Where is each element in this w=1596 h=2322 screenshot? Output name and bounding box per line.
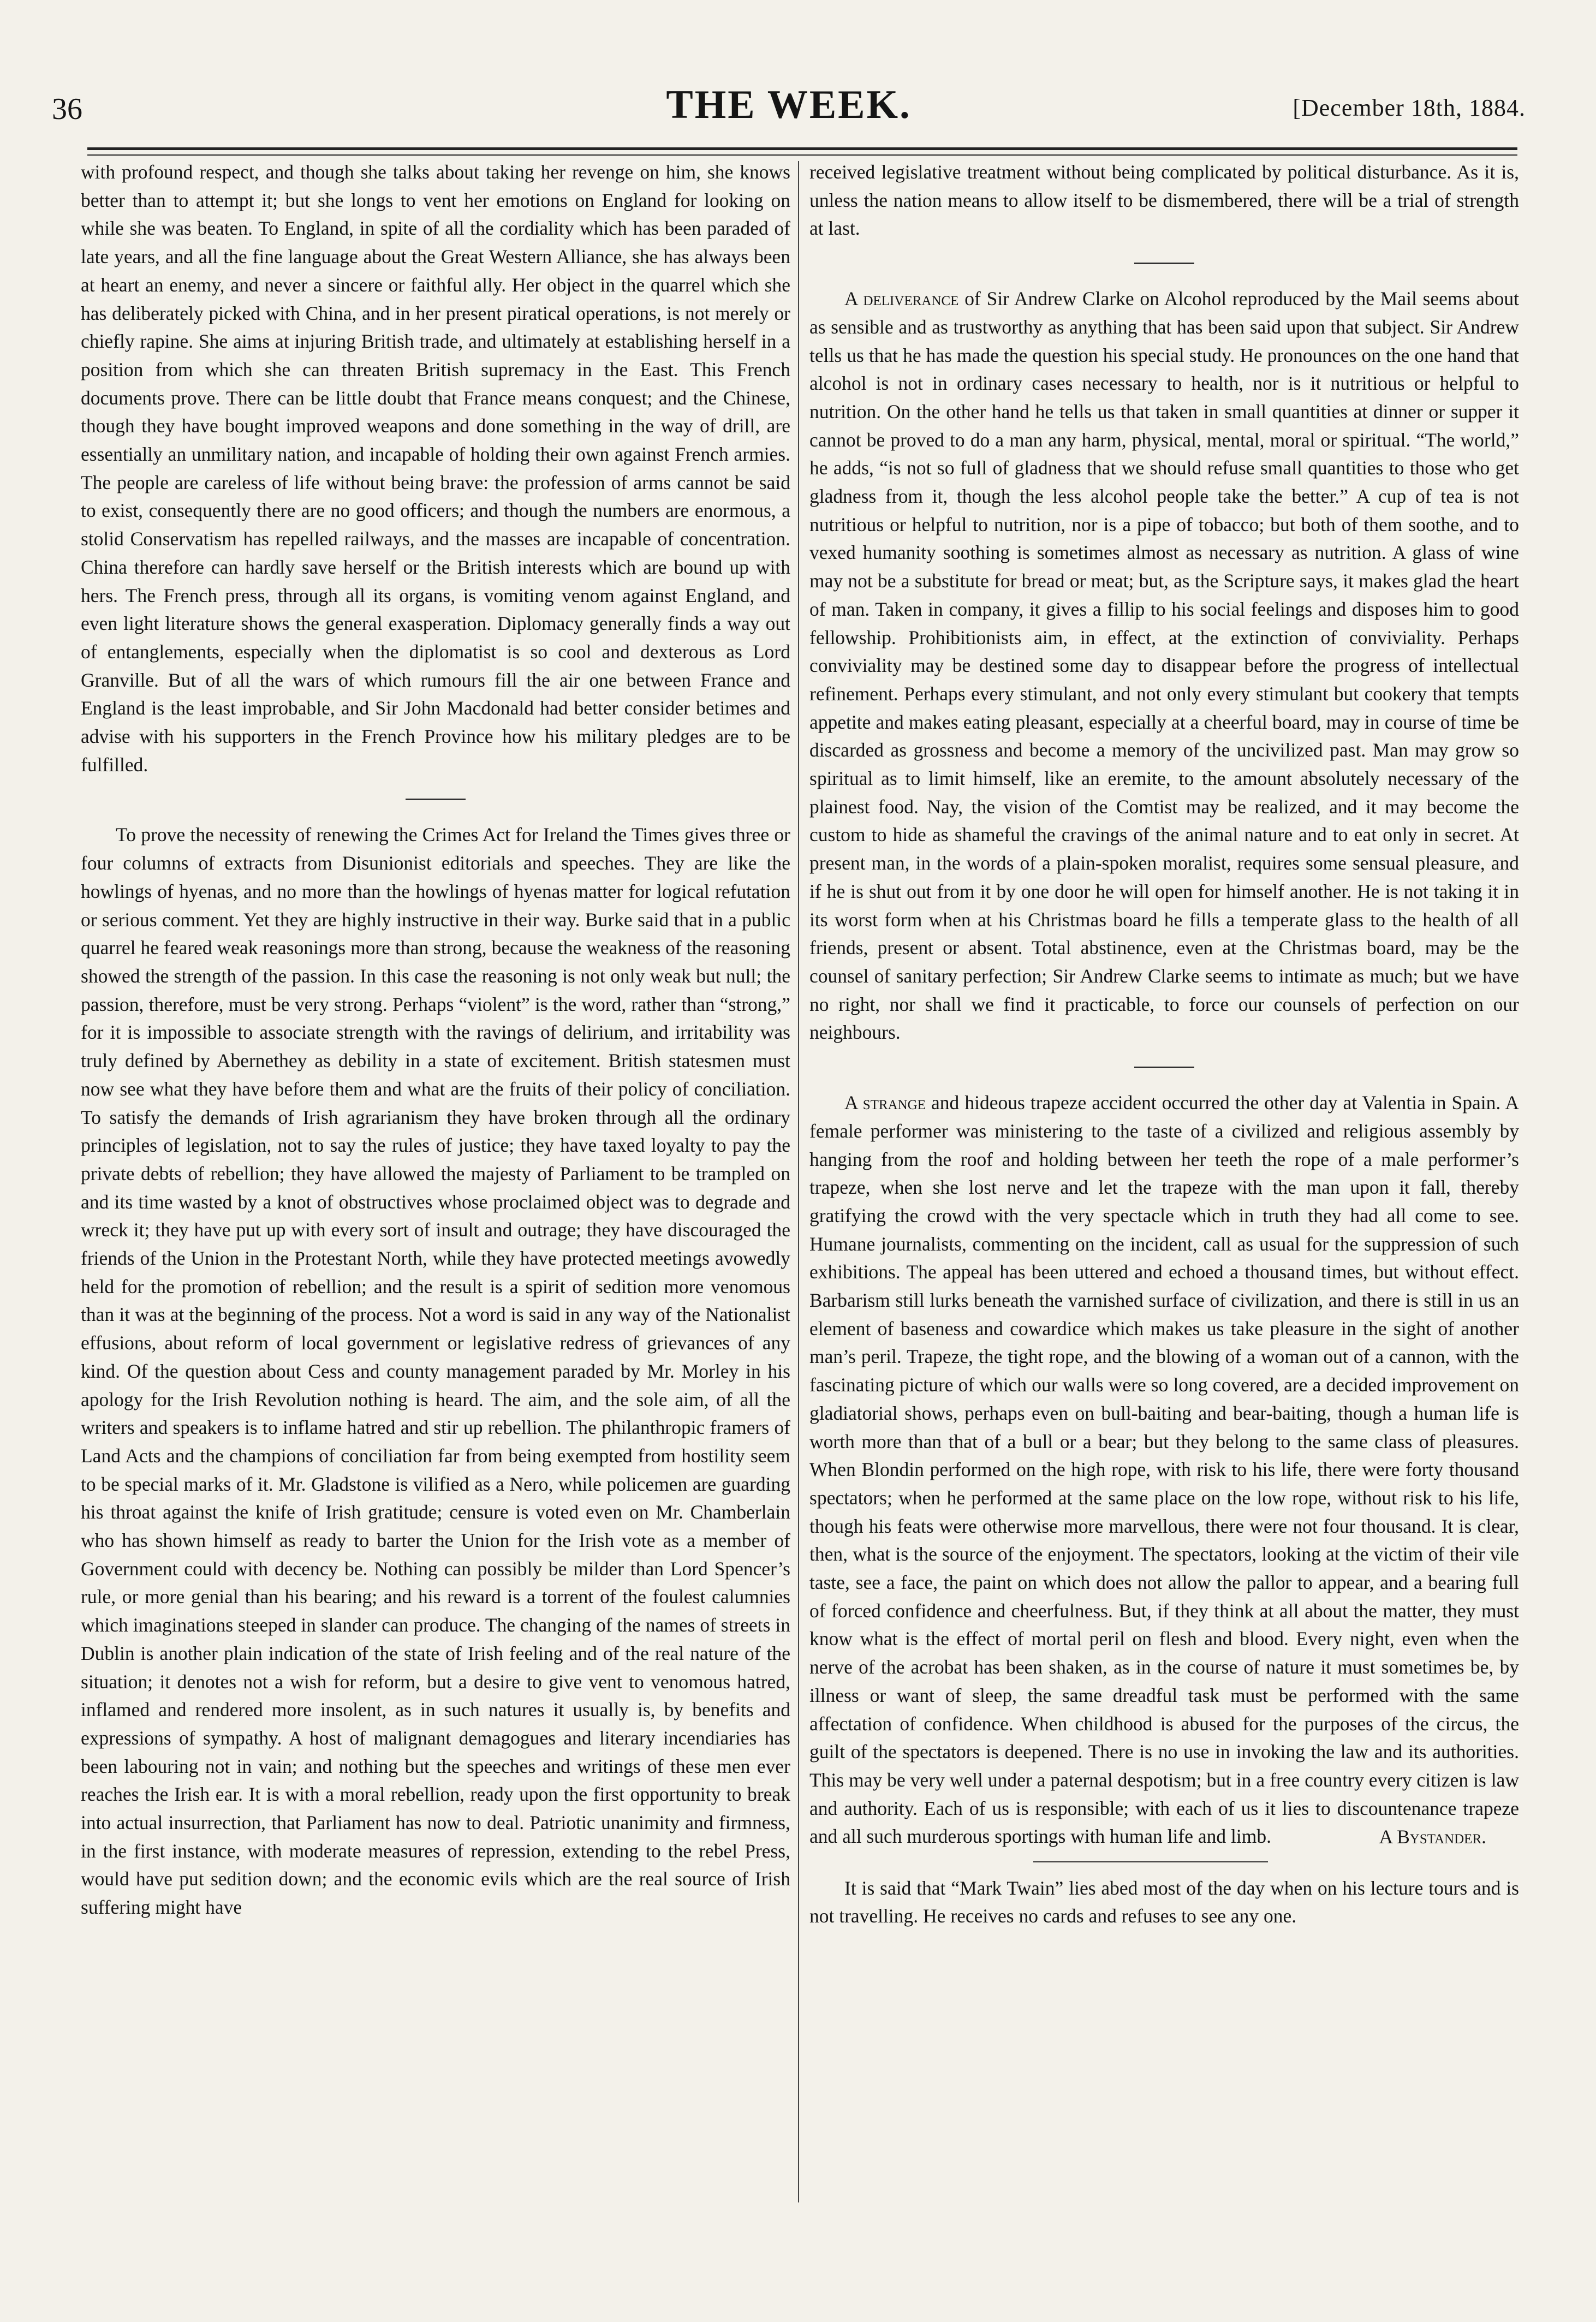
section-divider [1134,263,1194,264]
article-crimes-act: To prove the necessity of renewing the Crimes Act for Ireland the Times gives three or four columns of extracts from Disunionist editorials and speeches. They are like the howlings of hyenas, and no more than the howlings of hyenas matter for logical refutation or serious comment. Yet they are highly instructive in their way. Burke said that in a public quarrel he feared weak reasonings more than strong, because the weakness of the reasoning showed the strength of the passion. In this case the reasoning is not only weak but null; the passion, therefore, must be very strong. Perhaps “violent” is the word, rather than “strong,” for it is impossible to associate strength with the ravings of delirium, and irritability was truly defined by Abernethey as debility in a state of excitement. British statesmen must now see what they have before them and what are the fruits of their policy of conciliation. To satisfy the demands of Irish agrarianism they have broken through all the ordinary principles of legislation, not to say the rules of justice; they have taxed loyalty to pay the private debts of rebellion; they have allowed the majesty of Parliament to be trampled on and its time wasted by a knot of obstructives whose proclaimed object was to degrade and wreck it; they have put up with every sort of insult and outrage; they have discouraged the friends of the Union in the Protestant North, while they have protected meetings avowedly held for the promotion of rebellion; and the result is a spirit of sedition more venomous than it was at the beginning of the process. Not a word is said in any way of the Nationalist effusions, about reform of local government or legislative redress of grievances of any kind. Of the question about Cess and county management paraded by Mr. Morley in his apology for the Irish Revolution nothing is heard. The aim, and the sole aim, of all the writers and speakers is to inflame hatred and stir up rebellion. The philanthropic framers of Land Acts and the champions of conciliation far from being exempted from hostility seem to be special marks of it. Mr. Gladstone is vilified as a Nero, while policemen are guarding his throat against the knife of Irish gratitude; censure is voted even on Mr. Chamberlain who has shown himself as ready to barter the Union for the Irish vote as a member of Government could with decency be. Nothing can possibly be milder than Lord Spencer’s rule, or more genial than his bearing; and his reward is a torrent of the foulest calumnies which imaginations steeped in slander can produce. The changing of the names of streets in Dublin is another plain indication of the state of Irish feeling and of the real nature of the situation; it denotes not a wish for reform, but a desire to give vent to venomous hatred, inflamed and rendered more insolent, as in such natures it usually is, by benefits and expressions of sympathy. A host of malignant demagogues and literary incendiaries has been labouring not in vain; and nothing but the speeches and writings of these men ever reaches the Irish ear. It is with a moral rebellion, ready upon the first opportunity to break into actual insurrection, that Parliament has now to deal. Patriotic unanimity and firmness, in the first instance, with moderate measures of repression, extending to the rebel Press, would have put sedition down; and the economic evils which are the real source of Irish suffering might have [81,824,790,1919]
article-body: and hideous trapeze accident occurred the other day at Valentia in Spain. A female performer was ministering to the taste of a civilized and religious assembly by hanging from the roof and holding between her teeth the rope of a male performer’s trapeze, when she lost nerve and let the trapeze with the man upon it fall, thereby gratifying the crowd with the very spectacle which in truth they had all come to see. Humane journalists, commenting on the incident, call as usual for the suppression of such exhibitions. The appeal has been uttered and echoed a thousand times, but without effect. Barbarism still lurks beneath the varnished surface of civilization, and there is still in us an element of baseness and cowardice which makes us take pleasure in the sight of another man’s peril. Trapeze, the tight rope, and the blowing of a woman out of a cannon, with the fascinating picture of which our walls were so long covered, are a decided improvement on gladiatorial shows, perhaps even on bull-baiting and bear-baiting, though a human life is worth more than that of a bull or a bear; but they belong to the same class of pleasures. When Blondin performed on the high rope, with risk to his life, there were forty thousand spectators; when he performed at the same place on the low rope, without risk to his life, though his feats were otherwise more marvellous, there were not four thousand. It is clear, then, what is the source of the enjoyment. The spectators, looking at the victim of their vile taste, see a face, the paint on which does not allow the pallor to appear, and a bearing full of forced confidence and cheerfulness. But, if they think at all about the matter, they must know what is the effect of mortal peril on flesh and blood. Every night, even when the nerve of the acrobat has been shaken, as in the course of nature it must sometimes be, by illness or want of sleep, the same dreadful task must be performed with the same affectation of confidence. When childhood is abused for the purposes of the circus, the guilt of the spectators is deepened. There is no use in invoking the law and its authorities. This may be very well under a paternal despotism; but in a free country every citizen is law and authority. Each of us is responsible; with each of us it lies to discountenance trapeze and all such murderous sportings with human life and limb. [809,1092,1519,1848]
footer-rule [1033,1861,1268,1862]
header-rule-thin [87,154,1517,156]
page-number: 36 [52,92,82,126]
article-body: of Sir Andrew Clarke on Alcohol reproduced by the Mail seems about as sensible and as trustworthy as anything that has been said upon that subject. Sir Andrew tells us that he has made the question his special study. He pronounces on the one hand that alcohol is not in ordinary cases necessary to health, nor is it nutritious or helpful to nutrition. On the other hand he tells us that taken in small quantities at dinner or supper it cannot be proved to do a man any harm, physical, mental, moral or spiritual. “The world,” he adds, “is not so full of gladness that we should refuse small quantities to those who get gladness from it, though the less alcohol people take the better.” A cup of tea is not nutritious or helpful to nutrition, nor is a pipe of tobacco; but both of them soothe, and to vexed humanity soothing is sometimes almost as necessary as nutrition. A glass of wine may not be a substitute for bread or meat; but, as the Scripture says, it makes glad the heart of man. Taken in company, it gives a fillip to his social feelings and disposes him to good fellowship. Prohibitionists aim, in effect, at the extinction of conviviality. Perhaps conviviality may be destined some day to disappear before the progress of intellectual refinement. Perhaps every stimulant, and not only every stimulant but cookery that tempts appetite and makes eating pleasant, especially at a cheerful board, may in course of time be discarded as grossness and become a memory of the uncivilized past. Man may grow so spiritual as to limit himself, like an eremite, to the amount absolutely necessary of the plainest food. Nay, the vision of the Comtist may be realized, and it may become the custom to hide as shameful the cravings of the animal nature and to eat only in secret. At present man, in the words of a plain-spoken moralist, requires some sensual pleasure, and if he is shut out from it by one door he will open for himself another. He is not taking it in its worst form when at his Christmas board he fills a temperate glass to the health of all friends, present or absent. Total abstinence, even at the Christmas board, may be the counsel of sanitary perfection; Sir Andrew Clarke seems to intimate as much; but we have no right, nor shall we find it practicable, to force our counsels of perfection on our neighbours. [809,288,1520,1044]
header-rule [87,147,1517,150]
section-divider [1134,1067,1194,1068]
article-crimes-act-continued: received legislative treatment without being complicated by political disturbance. As it is, unless the nation means to allow itself to be dismembered, there will be a trial of strength at last. [809,161,1519,240]
journal-title: THE WEEK. [666,82,912,127]
issue-date: [December 18th, 1884. [1293,94,1526,121]
lead-in-words: A deliverance [844,288,959,310]
article-alcohol [809,285,1519,1047]
article-mark-twain: It is said that “Mark Twain” lies abed most of the day when on his lecture tours and is not travelling. He receives no cards and refuses to see any one. [809,1877,1519,1927]
lead-in-words: A strange [844,1092,926,1114]
page-header [52,82,1526,136]
article-france-china: with profound respect, and though she talks about taking her revenge on him, she knows better than to attempt it; but she longs to vent her emotions on England for looking on while she was beaten. To England, in spite of all the cordiality which has been paraded of late years, and all the fine language about the Great Western Alliance, she has always been at heart an enemy, and never a sincere or faithful ally. Her object in the quarrel which she has deliberately picked with China, and in her present piratical operations, is not merely or chiefly rapine. She aims at injuring British trade, and ultimately at establishing herself in a position from which she can threaten British supremacy in the East. This French documents prove. There can be little doubt that France means conquest; and the Chinese, though they have bought improved weapons and done something in the way of drill, are essentially an unmilitary nation, and incapable of holding their own against French armies. The people are careless of life without being brave: the profession of arms cannot be said to exist, consequently there are no good officers; and though the numbers are enormous, a stolid Conservatism has repelled railways, and the masses are incapable of concentration. China therefore can hardly save herself or the British interests which are bound up with hers. The French press, through all its organs, is vomiting venom against England, and even light literature shows the general exasperation. Diplomacy generally finds a way out of entanglements, especially when the diplomatist is so cool and dexterous as Lord Granville. But of all the wars of which rumours fill the air one between France and England is the least improbable, and Sir John Macdonald had better consider betimes and advise with his supporters in the French Province how his military pledges are to be fulfilled. [81,161,790,776]
author-signature: A Bystander. [1379,1826,1486,1848]
right-column [809,158,1519,1931]
left-column [81,158,790,1922]
section-divider [406,799,466,800]
column-separator [798,161,799,2202]
article-trapeze [809,1089,1519,1851]
